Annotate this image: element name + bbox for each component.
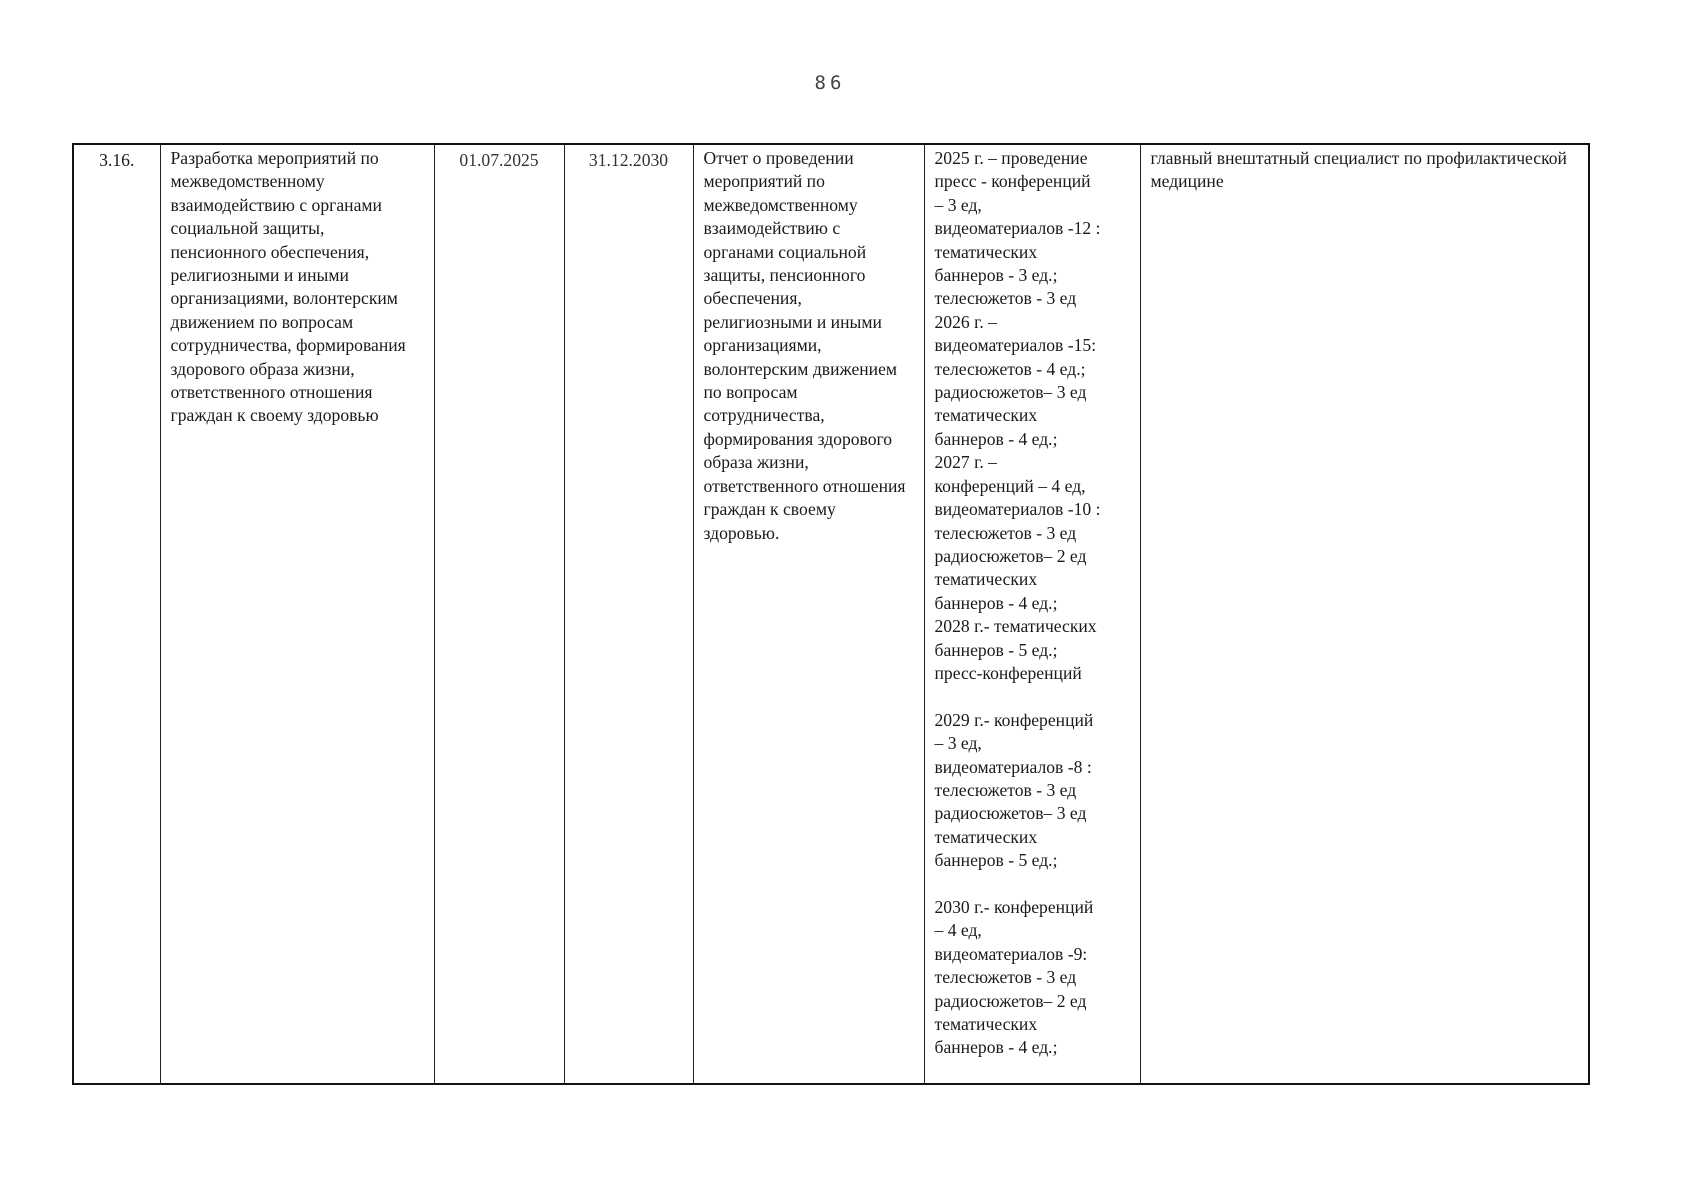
indicator-line: баннеров - 5 ед.;: [934, 639, 1058, 660]
indicator-line: видеоматериалов -15:: [934, 335, 1097, 356]
indicator-line: 2028 г.- тематических: [934, 616, 1097, 637]
item-number: 3.16.: [73, 144, 160, 1084]
indicators-cell: [924, 144, 1140, 1084]
indicator-line: видеоматериалов -8 :: [934, 756, 1092, 777]
indicator-line: тематических: [934, 405, 1038, 426]
indicator-line: тематических: [934, 241, 1038, 262]
indicator-line: видеоматериалов -10 :: [934, 499, 1101, 520]
indicator-line: 2027 г. –: [934, 452, 997, 473]
activity-table: [72, 143, 1590, 1085]
indicator-line: баннеров - 5 ед.;: [934, 850, 1058, 871]
activity-name: Разработка мероприятий по межведомственному взаимодействию с органами социальной защиты, пенсионного обеспечения, религиозными и иными организациями, волонтерским движением по вопросам сотрудничества, формирования здорового образа жизни, ответственного отношения граждан к своему здоровью: [160, 144, 434, 1084]
indicator-line: радиосюжетов– 2 ед: [934, 990, 1087, 1011]
indicator-line: пресс-конференций: [934, 662, 1082, 683]
indicator-line: видеоматериалов -9:: [934, 943, 1088, 964]
indicator-line: тематических: [934, 569, 1038, 590]
indicator-line: телесюжетов - 3 ед: [934, 522, 1077, 543]
indicator-line: телесюжетов - 4 ед.;: [934, 358, 1086, 379]
indicator-line: радиосюжетов– 2 ед: [934, 545, 1087, 566]
spacer: [935, 873, 1130, 896]
indicator-line: телесюжетов - 3 ед: [934, 967, 1077, 988]
indicator-line: баннеров - 4 ед.;: [934, 592, 1058, 613]
indicator-line: тематических: [934, 1014, 1038, 1034]
start-date: 01.07.2025: [434, 144, 564, 1084]
indicator-line: радиосюжетов– 3 ед: [934, 382, 1087, 403]
indicators-2028: [935, 615, 1130, 685]
indicators-2027: [935, 451, 1130, 615]
indicators-2029: [935, 709, 1130, 873]
indicator-line: видеоматериалов -12 :: [934, 218, 1101, 239]
indicators-2030: [935, 896, 1130, 1060]
indicator-line: баннеров - 4 ед.;: [934, 1037, 1058, 1058]
indicator-line: телесюжетов - 3 ед: [934, 779, 1077, 800]
indicator-line: баннеров - 3 ед.;: [934, 265, 1058, 286]
spacer: [935, 685, 1130, 708]
expected-result: Отчет о проведении мероприятий по межведомственному взаимодействию с органами социальной защиты, пенсионного обеспечения, религиозными и иными организациями, волонтерским движением по вопросам сотрудничества, формирования здорового образа жизни, ответственного отношения граждан к своему здоровью.: [693, 144, 924, 1084]
end-date: 31.12.2030: [564, 144, 693, 1084]
indicator-line: телесюжетов - 3 ед: [934, 288, 1077, 309]
indicator-line: тематических: [934, 826, 1038, 847]
responsible-person: главный внештатный специалист по профилактической медицине: [1140, 144, 1589, 1084]
indicator-line: пресс - конференций: [934, 171, 1091, 192]
indicators-2026: [935, 311, 1130, 451]
indicator-line: 2025 г. – проведение: [934, 148, 1088, 168]
indicators-2025: [935, 147, 1130, 311]
table-row: [73, 144, 1589, 1084]
indicator-line: – 3 ед,: [934, 733, 982, 754]
indicator-line: радиосюжетов– 3 ед: [934, 803, 1087, 824]
indicator-line: баннеров - 4 ед.;: [934, 428, 1058, 449]
indicator-line: 2026 г. –: [934, 311, 997, 332]
indicator-line: конференций – 4 ед,: [934, 475, 1086, 496]
indicator-line: 2030 г.- конференций: [934, 896, 1094, 917]
page-number: 86: [814, 72, 846, 94]
indicator-line: – 3 ед,: [934, 194, 982, 215]
indicator-line: 2029 г.- конференций: [934, 709, 1094, 730]
indicator-line: – 4 ед,: [934, 920, 982, 941]
